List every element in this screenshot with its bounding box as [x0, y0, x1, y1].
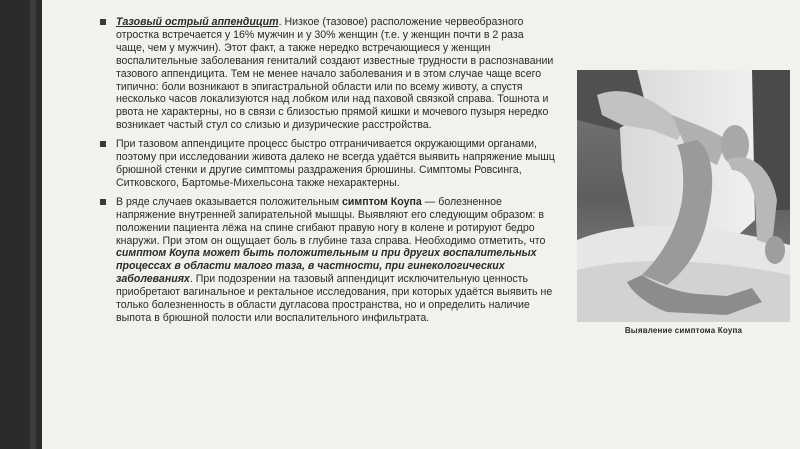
figure-caption: Выявление симптома Коупа	[624, 326, 743, 335]
bullet-title: Тазовый острый аппендицит	[116, 16, 279, 28]
cope-sign-photo	[577, 70, 790, 322]
cope-sign-term: симптом Коупа	[341, 195, 422, 208]
bullet-item-pelvic-appendicitis	[100, 16, 555, 132]
square-bullet-icon	[100, 199, 106, 205]
bullet-text-b: — болезненное напряжение внутренней запирательной мышцы. Выявляют его следующим образом: в положении пациента лёжа на спине сгибают правую ногу в колене и ротируют бедро кнаружи. При этом он ощущает боль в глубине таза справа. Необходимо отметить, что	[116, 195, 546, 247]
bullet-text: . Низкое (тазовое) расположение червеобразного отростка встречается у 16% мужчин и у 30% женщин (т.е. у женщин почти в 2 раза чаще, чем у мужчин). Этот факт, а также нередко встречающиеся у женщин воспалительные заболевания гениталий создают известные трудности в распознавании тазового аппендицита. Тем не менее начало заболевания и в этом случае чаще всего типично: боли возникают в эпигастральной области или по всему животу, а спустя несколько часов локализуются над лобком или над паховой связкой справа. Тошнота и рвота не характерны, но в связи с близостью прямой кишки и мочевого пузыря нередко возникает частый стул со слизью и дизурические расстройства.	[116, 16, 554, 132]
square-bullet-icon	[100, 141, 106, 147]
bullet-text-a: В ряде случаев оказывается положительным	[116, 195, 342, 208]
square-bullet-icon	[100, 19, 106, 25]
bullet-text: При тазовом аппендиците процесс быстро отграничивается окружающими органами, поэтому при исследовании живота далеко не всегда удаётся выявить напряжение мышц брюшной стенки и другие симптомы раздражения брюшины. Симптомы Ровсинга, Ситковского, Бартомье-Михельсона также нехарактерны.	[116, 138, 555, 189]
left-decorative-bar	[0, 0, 42, 449]
slide-text-content	[100, 16, 555, 331]
left-bar-accent	[30, 0, 36, 449]
cope-sign-note: симптом Коупа может быть положительным и при других воспалительных процессах в области малого таза, в частности, при гинекологических заболеваниях	[116, 247, 537, 286]
photo-illustration	[577, 70, 790, 322]
bullet-text-c: . При подозрении на тазовый аппендицит исключительную ценность приобретают вагинальное и ректальное исследования, при которых удаётся выявить не только болезненность в области дугласова пространства, но и определить наличие выпота в брюшной полости или воспалительного инфильтрата.	[116, 273, 553, 324]
bullet-item-process-delimited	[100, 138, 555, 190]
bullet-item-cope-sign	[100, 196, 555, 325]
